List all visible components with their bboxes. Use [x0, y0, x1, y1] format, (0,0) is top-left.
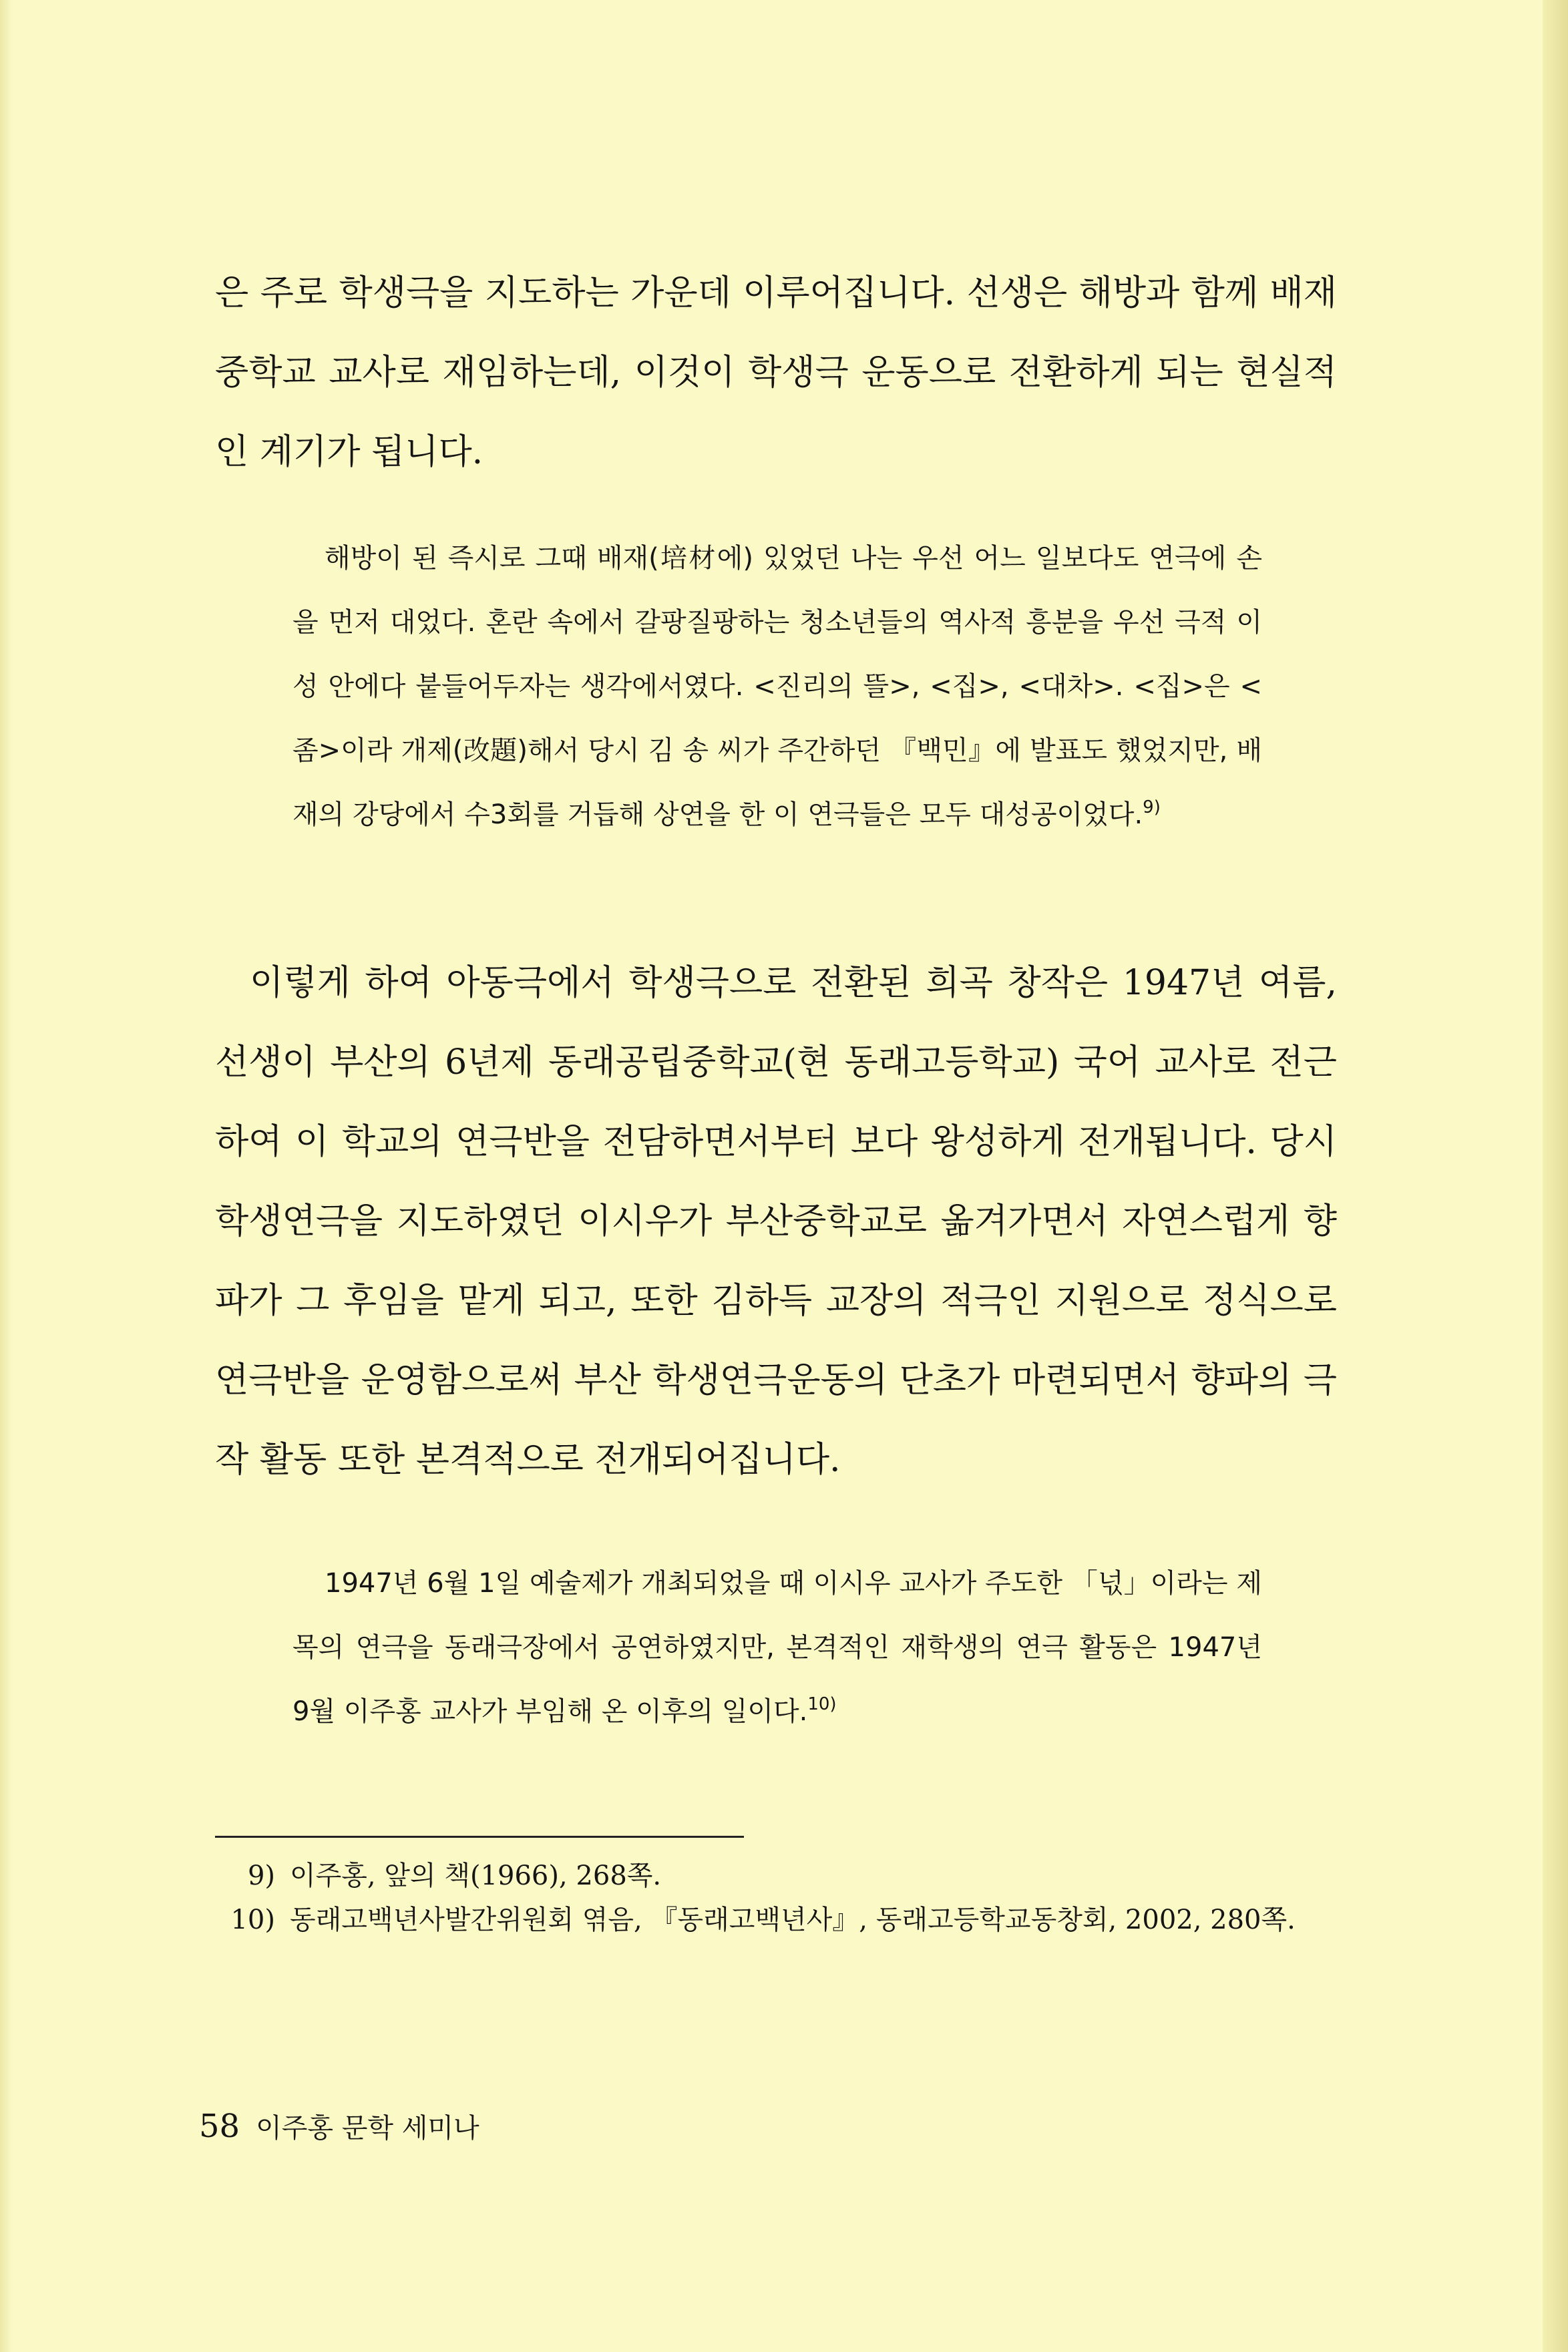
running-title: 이주홍 문학 세미나: [256, 2113, 479, 2144]
footnote-ref-10: 10): [807, 1694, 837, 1714]
block-quote-1: [292, 526, 1262, 847]
footnote-ref-9: 9): [1143, 797, 1161, 817]
page-number: 58: [199, 2108, 240, 2145]
page-gutter-shadow: [0, 0, 12, 2352]
block-quote-2: [292, 1551, 1262, 1744]
footnote-text: 동래고백년사발간위원회 엮음, 『동래고백년사』, 동래고등학교동창회, 2002, 280쪽.: [290, 1905, 1296, 1935]
footnote-text: 이주홍, 앞의 책(1966), 268쪽.: [290, 1860, 662, 1891]
body-paragraph-1: 은 주로 학생극을 지도하는 가운데 이루어집니다. 선생은 해방과 함께 배재중학교 교사로 재임하는데, 이것이 학생극 운동으로 전환하게 되는 현실적인 계기가 됩니다.: [215, 273, 1337, 472]
footnote-divider: [215, 1836, 744, 1838]
block-quote-1-text: 해방이 된 즉시로 그때 배재(培材에) 있었던 나는 우선 어느 일보다도 연극에 손을 먼저 대었다. 혼란 속에서 갈팡질팡하는 청소년들의 역사적 흥분을 우선 극적 이성 안에다 붙들어두자는 생각에서였다. <진리의 뜰>, <집>, <대차>. <집>은 <좀>이라 개제(改題)해서 당시 김 송 씨가 주간하던 『백민』에 발표도 했었지만, 배재의 강당에서 수3회를 거듭해 상연을 한 이 연극들은 모두 대성공이었다.: [292, 543, 1262, 830]
page-footer: [199, 2106, 479, 2148]
page-edge-shadow: [1543, 0, 1568, 2352]
block-quote-2-text: 1947년 6월 1일 예술제가 개최되었을 때 이시우 교사가 주도한 「넋」이라는 제목의 연극을 동래극장에서 공연하였지만, 본격적인 재학생의 연극 활동은 1947년 9월 이주홍 교사가 부임해 온 이후의 일이다.: [292, 1568, 1262, 1727]
footnote-number: 10): [230, 1905, 275, 1935]
footnote-number: 9): [247, 1860, 275, 1891]
body-paragraph-2: 이렇게 하여 아동극에서 학생극으로 전환된 희곡 창작은 1947년 여름, 선생이 부산의 6년제 동래공립중학교(현 동래고등학교) 국어 교사로 전근하여 이 학교의 연극반을 전담하면서부터 보다 왕성하게 전개됩니다. 당시 학생연극을 지도하였던 이시우가 부산중학교로 옮겨가면서 자연스럽게 향파가 그 후임을 맡게 되고, 또한 김하득 교장의 적극인 지원으로 정식으로 연극반을 운영함으로써 부산 학생연극운동의 단초가 마련되면서 향파의 극작 활동 또한 본격적으로 전개되어집니다.: [215, 963, 1337, 1480]
